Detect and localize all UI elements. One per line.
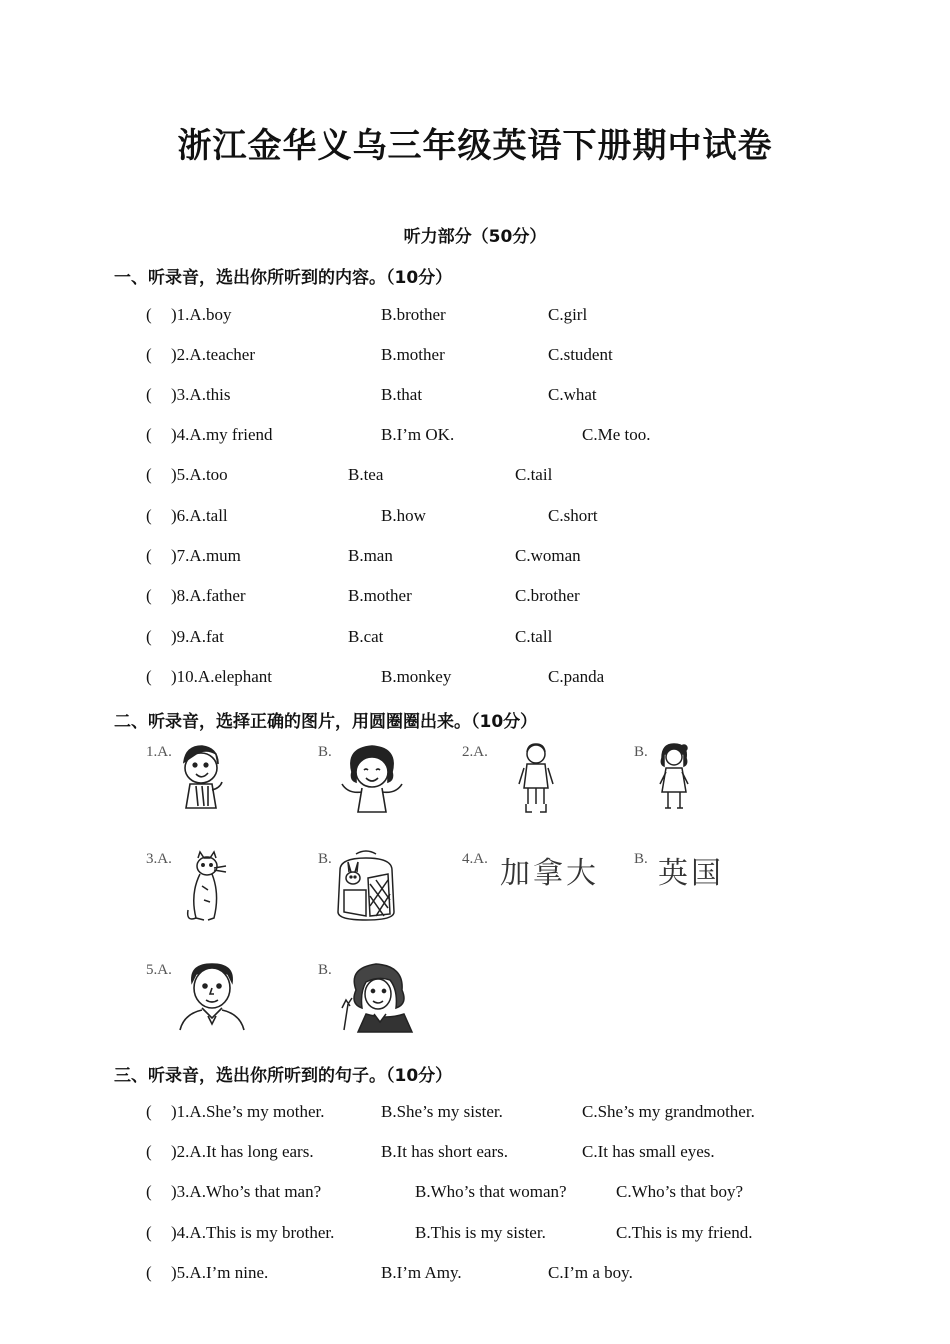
q2a-label: 2.A.: [462, 744, 488, 760]
option-a: )2.A.teacher: [171, 345, 256, 364]
q1a-label: 1.A.: [146, 744, 172, 760]
option-a: )7.A.mum: [171, 546, 241, 565]
option-c: C.This is my friend.: [616, 1223, 753, 1242]
answer-paren[interactable]: (: [146, 1263, 152, 1282]
q5b-label: B.: [318, 962, 332, 978]
s3-item-1: [146, 1102, 926, 1126]
canada-text[interactable]: 加拿大: [500, 856, 599, 891]
option-a: )6.A.tall: [171, 506, 228, 525]
man-illustration[interactable]: [178, 960, 246, 1032]
option-a: )1.A.boy: [171, 305, 232, 324]
option-b: B.tea: [348, 465, 384, 484]
option-a: )10.A.elephant: [171, 667, 273, 686]
option-b: B.Who’s that woman?: [415, 1182, 567, 1201]
option-a: )3.A.Who’s that man?: [171, 1182, 322, 1201]
woman-illustration[interactable]: [338, 960, 416, 1034]
option-c: C.She’s my grandmother.: [582, 1102, 755, 1121]
option-b: B.mother: [348, 586, 412, 605]
q2b-label: B.: [634, 744, 648, 760]
answer-paren[interactable]: (: [146, 586, 152, 605]
answer-paren[interactable]: (: [146, 1142, 152, 1161]
q5a-label: 5.A.: [146, 962, 172, 978]
option-c: C.student: [548, 345, 613, 364]
s1-item-9: [146, 627, 926, 651]
s3-item-2: [146, 1142, 926, 1166]
option-c: C.brother: [515, 586, 580, 605]
section2-heading: 二、听录音，选择正确的图片，用圆圈圈出来。（10分）: [114, 712, 538, 732]
option-b: B.This is my sister.: [415, 1223, 546, 1242]
option-c: C.woman: [515, 546, 581, 565]
listening-header: 听力部分（50分）: [403, 227, 547, 247]
option-b: B.that: [381, 385, 423, 404]
s1-item-4: [146, 425, 926, 449]
option-a: )4.A.my friend: [171, 425, 273, 444]
short-girl-illustration[interactable]: [654, 742, 694, 816]
s1-item-5: [146, 465, 926, 489]
option-a: )8.A.father: [171, 586, 246, 605]
option-c: C.I’m a boy.: [548, 1263, 633, 1282]
q3a-label: 3.A.: [146, 851, 172, 867]
s3-item-4: [146, 1223, 926, 1247]
option-b: B.mother: [381, 345, 445, 364]
s1-item-6: [146, 506, 926, 530]
option-b: B.how: [381, 506, 426, 525]
option-b: B.I’m Amy.: [381, 1263, 462, 1282]
option-c: C.girl: [548, 305, 588, 324]
section1-heading: 一、听录音，选出你所听到的内容。（10分）: [114, 268, 453, 288]
option-a: )1.A.She’s my mother.: [171, 1102, 325, 1121]
s3-item-3: [146, 1182, 926, 1206]
option-a: )5.A.I’m nine.: [171, 1263, 269, 1282]
option-c: C.tall: [515, 627, 553, 646]
s1-item-10: [146, 667, 926, 691]
option-a: )2.A.It has long ears.: [171, 1142, 314, 1161]
s1-item-2: [146, 345, 926, 369]
answer-paren[interactable]: (: [146, 667, 152, 686]
option-a: )9.A.fat: [171, 627, 224, 646]
uk-text[interactable]: 英国: [658, 856, 724, 891]
option-b: B.She’s my sister.: [381, 1102, 503, 1121]
answer-paren[interactable]: (: [146, 1182, 152, 1201]
answer-paren[interactable]: (: [146, 506, 152, 525]
option-b: B.It has short ears.: [381, 1142, 509, 1161]
answer-paren[interactable]: (: [146, 425, 152, 444]
s3-item-5: [146, 1263, 926, 1287]
answer-paren[interactable]: (: [146, 305, 152, 324]
q3b-label: B.: [318, 851, 332, 867]
tall-boy-illustration[interactable]: [516, 742, 556, 816]
option-c: C.Me too.: [582, 425, 651, 444]
option-a: )4.A.This is my brother.: [171, 1223, 335, 1242]
answer-paren[interactable]: (: [146, 345, 152, 364]
option-c: C.tail: [515, 465, 553, 484]
option-c: C.what: [548, 385, 597, 404]
answer-paren[interactable]: (: [146, 385, 152, 404]
option-c: C.short: [548, 506, 598, 525]
q4b-label: B.: [634, 851, 648, 867]
option-b: B.cat: [348, 627, 384, 646]
cat-illustration[interactable]: [184, 850, 230, 926]
option-c: C.Who’s that boy?: [616, 1182, 744, 1201]
q4a-label: 4.A.: [462, 851, 488, 867]
answer-paren[interactable]: (: [146, 627, 152, 646]
answer-paren[interactable]: (: [146, 546, 152, 565]
option-b: B.monkey: [381, 667, 452, 686]
option-b: B.brother: [381, 305, 446, 324]
option-b: B.man: [348, 546, 393, 565]
option-a: )3.A.this: [171, 385, 231, 404]
section3-heading: 三、听录音，选出你所听到的句子。（10分）: [114, 1066, 453, 1086]
option-b: B.I’m OK.: [381, 425, 455, 444]
boy-illustration[interactable]: [176, 742, 226, 814]
option-c: C.panda: [548, 667, 605, 686]
option-c: C.It has small eyes.: [582, 1142, 715, 1161]
option-a: )5.A.too: [171, 465, 228, 484]
s1-item-8: [146, 586, 926, 610]
schoolbag-illustration[interactable]: [330, 850, 404, 924]
girl-illustration[interactable]: [338, 742, 406, 814]
s1-item-3: [146, 385, 926, 409]
answer-paren[interactable]: (: [146, 1223, 152, 1242]
s1-item-7: [146, 546, 926, 570]
answer-paren[interactable]: (: [146, 1102, 152, 1121]
q1b-label: B.: [318, 744, 332, 760]
s1-item-1: [146, 305, 926, 329]
answer-paren[interactable]: (: [146, 465, 152, 484]
page-title: 浙江金华义乌三年级英语下册期中试卷: [177, 126, 773, 166]
